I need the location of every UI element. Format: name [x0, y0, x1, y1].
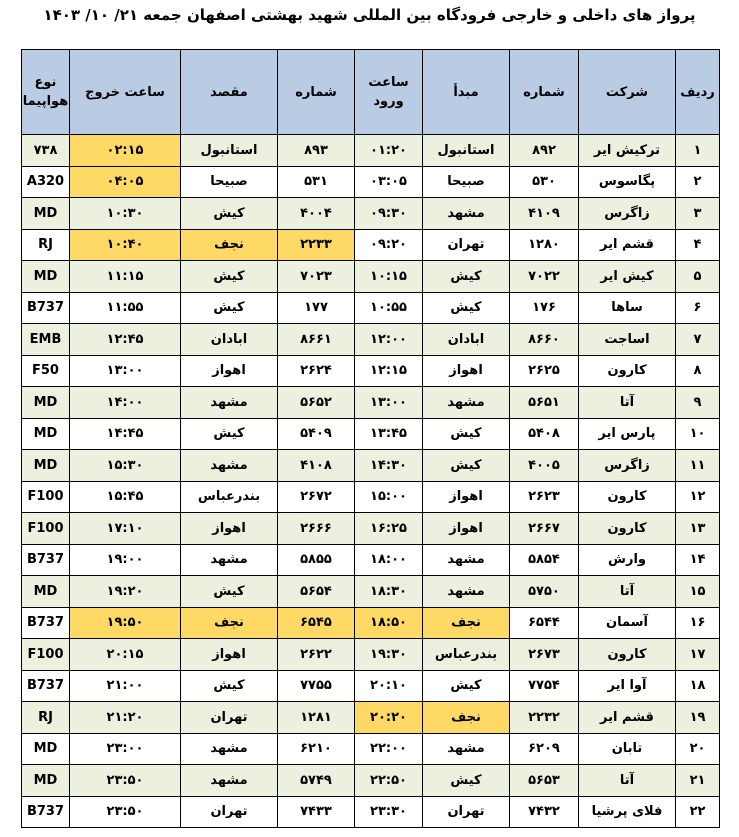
- cell-airline: آسمان: [579, 607, 676, 639]
- cell-arrival-time: ۱۳:۴۵: [355, 418, 423, 450]
- cell-departure-flight-number: ۶۲۱۰: [278, 733, 355, 765]
- cell-aircraft-type: MD: [22, 418, 70, 450]
- cell-arrival-flight-number: ۲۶۲۳: [510, 481, 579, 513]
- cell-origin: نجف: [423, 702, 510, 734]
- table-row: [22, 607, 720, 639]
- cell-arrival-flight-number: ۶۲۰۹: [510, 733, 579, 765]
- cell-departure-time: ۲۰:۱۵: [70, 639, 181, 671]
- cell-row-number: ۱۶: [676, 607, 720, 639]
- cell-origin: کیش: [423, 670, 510, 702]
- header-departure-time: ساعت خروج: [70, 50, 181, 135]
- cell-origin: کیش: [423, 292, 510, 324]
- header-arrival-time: ساعت ورود: [355, 50, 423, 135]
- cell-departure-time: ۲۳:۵۰: [70, 796, 181, 828]
- cell-destination: کیش: [181, 261, 278, 293]
- cell-origin: کیش: [423, 261, 510, 293]
- flights-table: [21, 49, 720, 828]
- cell-arrival-time: ۱۲:۱۵: [355, 355, 423, 387]
- cell-departure-time: ۱۹:۵۰: [70, 607, 181, 639]
- table-row: [22, 481, 720, 513]
- cell-airline: کیش ایر: [579, 261, 676, 293]
- cell-aircraft-type: MD: [22, 450, 70, 482]
- cell-departure-flight-number: ۲۶۷۲: [278, 481, 355, 513]
- cell-departure-flight-number: ۵۷۴۹: [278, 765, 355, 797]
- cell-departure-time: ۱۱:۵۵: [70, 292, 181, 324]
- table-row: [22, 135, 720, 167]
- cell-departure-flight-number: ۷۴۳۳: [278, 796, 355, 828]
- table-header-row: [22, 50, 720, 135]
- header-origin: مبدأ: [423, 50, 510, 135]
- cell-origin: کیش: [423, 418, 510, 450]
- cell-arrival-time: ۱۰:۵۵: [355, 292, 423, 324]
- cell-departure-time: ۲۳:۰۰: [70, 733, 181, 765]
- table-row: [22, 418, 720, 450]
- cell-row-number: ۱۲: [676, 481, 720, 513]
- cell-aircraft-type: ۷۳۸: [22, 135, 70, 167]
- cell-row-number: ۱۸: [676, 670, 720, 702]
- cell-origin: نجف: [423, 607, 510, 639]
- cell-departure-flight-number: ۲۲۳۳: [278, 229, 355, 261]
- cell-arrival-time: ۲۰:۱۰: [355, 670, 423, 702]
- cell-arrival-flight-number: ۵۶۵۳: [510, 765, 579, 797]
- cell-departure-time: ۱۹:۲۰: [70, 576, 181, 608]
- cell-airline: ساها: [579, 292, 676, 324]
- cell-aircraft-type: MD: [22, 765, 70, 797]
- cell-departure-time: ۱۹:۰۰: [70, 544, 181, 576]
- cell-airline: قشم ایر: [579, 229, 676, 261]
- cell-destination: صبیحا: [181, 166, 278, 198]
- cell-row-number: ۱۰: [676, 418, 720, 450]
- cell-destination: ابادان: [181, 324, 278, 356]
- cell-arrival-time: ۰۹:۳۰: [355, 198, 423, 230]
- cell-airline: کارون: [579, 355, 676, 387]
- table-row: [22, 450, 720, 482]
- cell-arrival-time: ۱۲:۰۰: [355, 324, 423, 356]
- header-arrival-flight-number: شماره: [510, 50, 579, 135]
- cell-aircraft-type: B737: [22, 670, 70, 702]
- header-row-number: ردیف: [676, 50, 720, 135]
- cell-arrival-time: ۱۸:۳۰: [355, 576, 423, 608]
- cell-row-number: ۵: [676, 261, 720, 293]
- cell-airline: کارون: [579, 639, 676, 671]
- cell-arrival-time: ۱۰:۱۵: [355, 261, 423, 293]
- cell-departure-flight-number: ۲۶۲۴: [278, 355, 355, 387]
- cell-airline: آوا ایر: [579, 670, 676, 702]
- cell-origin: مشهد: [423, 576, 510, 608]
- cell-arrival-flight-number: ۵۷۵۰: [510, 576, 579, 608]
- cell-aircraft-type: MD: [22, 261, 70, 293]
- cell-arrival-flight-number: ۱۷۶: [510, 292, 579, 324]
- cell-arrival-flight-number: ۷۴۳۲: [510, 796, 579, 828]
- cell-arrival-flight-number: ۲۶۷۳: [510, 639, 579, 671]
- page-title: پرواز های داخلی و خارجی فرودگاه بین المللی شهید بهشتی اصفهان جمعه ۲۱/ ۱۰/ ۱۴۰۳: [43, 6, 696, 24]
- table-row: [22, 544, 720, 576]
- cell-arrival-time: ۲۳:۳۰: [355, 796, 423, 828]
- cell-row-number: ۱۵: [676, 576, 720, 608]
- cell-row-number: ۲۰: [676, 733, 720, 765]
- cell-departure-flight-number: ۵۸۵۵: [278, 544, 355, 576]
- cell-destination: مشهد: [181, 544, 278, 576]
- cell-airline: قشم ایر: [579, 702, 676, 734]
- cell-airline: وارش: [579, 544, 676, 576]
- cell-origin: کیش: [423, 450, 510, 482]
- header-departure-flight-number: شماره: [278, 50, 355, 135]
- table-row: [22, 229, 720, 261]
- cell-arrival-time: ۲۰:۲۰: [355, 702, 423, 734]
- cell-airline: فلای پرشیا: [579, 796, 676, 828]
- cell-row-number: ۲۲: [676, 796, 720, 828]
- cell-airline: پارس ایر: [579, 418, 676, 450]
- cell-departure-time: ۱۳:۰۰: [70, 355, 181, 387]
- cell-aircraft-type: B737: [22, 292, 70, 324]
- cell-aircraft-type: MD: [22, 387, 70, 419]
- cell-arrival-time: ۰۱:۲۰: [355, 135, 423, 167]
- cell-aircraft-type: F100: [22, 639, 70, 671]
- cell-departure-time: ۱۵:۴۵: [70, 481, 181, 513]
- cell-destination: مشهد: [181, 450, 278, 482]
- cell-arrival-time: ۱۹:۳۰: [355, 639, 423, 671]
- cell-departure-flight-number: ۷۷۵۵: [278, 670, 355, 702]
- table-row: [22, 639, 720, 671]
- cell-departure-flight-number: ۸۶۶۱: [278, 324, 355, 356]
- cell-row-number: ۶: [676, 292, 720, 324]
- cell-arrival-flight-number: ۸۶۶۰: [510, 324, 579, 356]
- cell-destination: تهران: [181, 702, 278, 734]
- cell-row-number: ۱۱: [676, 450, 720, 482]
- cell-row-number: ۱۳: [676, 513, 720, 545]
- cell-aircraft-type: F100: [22, 513, 70, 545]
- cell-arrival-flight-number: ۵۸۵۴: [510, 544, 579, 576]
- cell-departure-time: ۱۱:۱۵: [70, 261, 181, 293]
- table-row: [22, 796, 720, 828]
- cell-row-number: ۱: [676, 135, 720, 167]
- cell-arrival-flight-number: ۵۳۰: [510, 166, 579, 198]
- cell-departure-flight-number: ۵۶۵۴: [278, 576, 355, 608]
- table-row: [22, 198, 720, 230]
- cell-aircraft-type: MD: [22, 733, 70, 765]
- table-row: [22, 261, 720, 293]
- cell-departure-flight-number: ۴۰۰۴: [278, 198, 355, 230]
- cell-row-number: ۸: [676, 355, 720, 387]
- table-row: [22, 324, 720, 356]
- cell-arrival-flight-number: ۵۶۵۱: [510, 387, 579, 419]
- cell-departure-flight-number: ۸۹۳: [278, 135, 355, 167]
- cell-arrival-flight-number: ۱۲۸۰: [510, 229, 579, 261]
- cell-row-number: ۷: [676, 324, 720, 356]
- cell-departure-flight-number: ۲۶۲۲: [278, 639, 355, 671]
- cell-origin: ابادان: [423, 324, 510, 356]
- cell-arrival-time: ۰۹:۲۰: [355, 229, 423, 261]
- cell-departure-time: ۲۳:۵۰: [70, 765, 181, 797]
- cell-aircraft-type: B737: [22, 796, 70, 828]
- cell-origin: اهواز: [423, 481, 510, 513]
- cell-destination: اهواز: [181, 513, 278, 545]
- cell-aircraft-type: B737: [22, 544, 70, 576]
- cell-row-number: ۹: [676, 387, 720, 419]
- cell-destination: استانبول: [181, 135, 278, 167]
- table-row: [22, 670, 720, 702]
- cell-departure-flight-number: ۵۶۵۲: [278, 387, 355, 419]
- cell-destination: کیش: [181, 418, 278, 450]
- cell-arrival-time: ۲۲:۰۰: [355, 733, 423, 765]
- cell-airline: اساجت: [579, 324, 676, 356]
- cell-arrival-flight-number: ۲۶۶۷: [510, 513, 579, 545]
- cell-destination: مشهد: [181, 733, 278, 765]
- cell-destination: مشهد: [181, 765, 278, 797]
- cell-arrival-time: ۱۵:۰۰: [355, 481, 423, 513]
- cell-arrival-time: ۱۶:۲۵: [355, 513, 423, 545]
- cell-destination: کیش: [181, 292, 278, 324]
- cell-departure-flight-number: ۴۱۰۸: [278, 450, 355, 482]
- cell-row-number: ۱۷: [676, 639, 720, 671]
- cell-origin: مشهد: [423, 544, 510, 576]
- cell-departure-flight-number: ۵۳۱: [278, 166, 355, 198]
- cell-airline: ترکیش ایر: [579, 135, 676, 167]
- cell-arrival-time: ۱۸:۵۰: [355, 607, 423, 639]
- table-row: [22, 166, 720, 198]
- cell-departure-flight-number: ۱۷۷: [278, 292, 355, 324]
- cell-destination: بندرعباس: [181, 481, 278, 513]
- cell-row-number: ۲۱: [676, 765, 720, 797]
- cell-destination: مشهد: [181, 387, 278, 419]
- cell-airline: آتا: [579, 576, 676, 608]
- cell-origin: اهواز: [423, 513, 510, 545]
- cell-aircraft-type: EMB: [22, 324, 70, 356]
- cell-departure-flight-number: ۷۰۲۳: [278, 261, 355, 293]
- cell-departure-time: ۲۱:۲۰: [70, 702, 181, 734]
- cell-aircraft-type: RJ: [22, 229, 70, 261]
- cell-row-number: ۱۴: [676, 544, 720, 576]
- cell-arrival-flight-number: ۴۱۰۹: [510, 198, 579, 230]
- cell-aircraft-type: MD: [22, 576, 70, 608]
- cell-airline: آتا: [579, 387, 676, 419]
- table-row: [22, 355, 720, 387]
- cell-airline: کارون: [579, 481, 676, 513]
- cell-departure-time: ۰۲:۱۵: [70, 135, 181, 167]
- header-aircraft-type: نوع هواپیما: [22, 50, 70, 135]
- table-row: [22, 765, 720, 797]
- cell-destination: تهران: [181, 796, 278, 828]
- cell-row-number: ۲: [676, 166, 720, 198]
- cell-destination: کیش: [181, 576, 278, 608]
- cell-destination: کیش: [181, 198, 278, 230]
- cell-origin: مشهد: [423, 733, 510, 765]
- cell-arrival-flight-number: ۲۶۲۵: [510, 355, 579, 387]
- table-row: [22, 702, 720, 734]
- cell-arrival-time: ۱۸:۰۰: [355, 544, 423, 576]
- cell-origin: تهران: [423, 796, 510, 828]
- cell-aircraft-type: A320: [22, 166, 70, 198]
- cell-origin: صبیحا: [423, 166, 510, 198]
- table-row: [22, 387, 720, 419]
- cell-aircraft-type: MD: [22, 198, 70, 230]
- cell-departure-flight-number: ۱۲۸۱: [278, 702, 355, 734]
- cell-origin: تهران: [423, 229, 510, 261]
- cell-departure-time: ۱۰:۳۰: [70, 198, 181, 230]
- cell-arrival-flight-number: ۲۲۳۲: [510, 702, 579, 734]
- cell-departure-time: ۱۵:۳۰: [70, 450, 181, 482]
- cell-origin: مشهد: [423, 387, 510, 419]
- table-row: [22, 292, 720, 324]
- cell-arrival-time: ۰۳:۰۵: [355, 166, 423, 198]
- cell-aircraft-type: F100: [22, 481, 70, 513]
- cell-arrival-flight-number: ۵۴۰۸: [510, 418, 579, 450]
- cell-aircraft-type: B737: [22, 607, 70, 639]
- cell-departure-time: ۱۲:۴۵: [70, 324, 181, 356]
- cell-origin: استانبول: [423, 135, 510, 167]
- cell-origin: کیش: [423, 765, 510, 797]
- table-row: [22, 733, 720, 765]
- table-row: [22, 513, 720, 545]
- cell-airline: آتا: [579, 765, 676, 797]
- cell-departure-flight-number: ۵۴۰۹: [278, 418, 355, 450]
- cell-airline: زاگرس: [579, 198, 676, 230]
- header-destination: مقصد: [181, 50, 278, 135]
- cell-departure-time: ۲۱:۰۰: [70, 670, 181, 702]
- cell-destination: کیش: [181, 670, 278, 702]
- cell-arrival-flight-number: ۶۵۴۴: [510, 607, 579, 639]
- table-row: [22, 576, 720, 608]
- cell-arrival-time: ۱۴:۳۰: [355, 450, 423, 482]
- cell-row-number: ۱۹: [676, 702, 720, 734]
- header-airline: شرکت: [579, 50, 676, 135]
- cell-airline: کارون: [579, 513, 676, 545]
- cell-destination: نجف: [181, 229, 278, 261]
- cell-departure-time: ۱۴:۰۰: [70, 387, 181, 419]
- cell-aircraft-type: RJ: [22, 702, 70, 734]
- cell-arrival-flight-number: ۷۰۲۲: [510, 261, 579, 293]
- cell-destination: اهواز: [181, 639, 278, 671]
- cell-airline: تابان: [579, 733, 676, 765]
- cell-origin: بندرعباس: [423, 639, 510, 671]
- cell-row-number: ۴: [676, 229, 720, 261]
- cell-origin: مشهد: [423, 198, 510, 230]
- cell-destination: نجف: [181, 607, 278, 639]
- cell-airline: زاگرس: [579, 450, 676, 482]
- cell-arrival-flight-number: ۸۹۲: [510, 135, 579, 167]
- cell-departure-time: ۰۴:۰۵: [70, 166, 181, 198]
- cell-departure-time: ۱۴:۴۵: [70, 418, 181, 450]
- cell-arrival-time: ۲۲:۵۰: [355, 765, 423, 797]
- cell-departure-time: ۱۰:۴۰: [70, 229, 181, 261]
- cell-aircraft-type: F50: [22, 355, 70, 387]
- cell-airline: پگاسوس: [579, 166, 676, 198]
- cell-departure-time: ۱۷:۱۰: [70, 513, 181, 545]
- cell-departure-flight-number: ۶۵۴۵: [278, 607, 355, 639]
- cell-row-number: ۳: [676, 198, 720, 230]
- cell-arrival-flight-number: ۴۰۰۵: [510, 450, 579, 482]
- cell-destination: اهواز: [181, 355, 278, 387]
- cell-arrival-time: ۱۳:۰۰: [355, 387, 423, 419]
- cell-origin: اهواز: [423, 355, 510, 387]
- cell-arrival-flight-number: ۷۷۵۴: [510, 670, 579, 702]
- cell-departure-flight-number: ۲۶۶۶: [278, 513, 355, 545]
